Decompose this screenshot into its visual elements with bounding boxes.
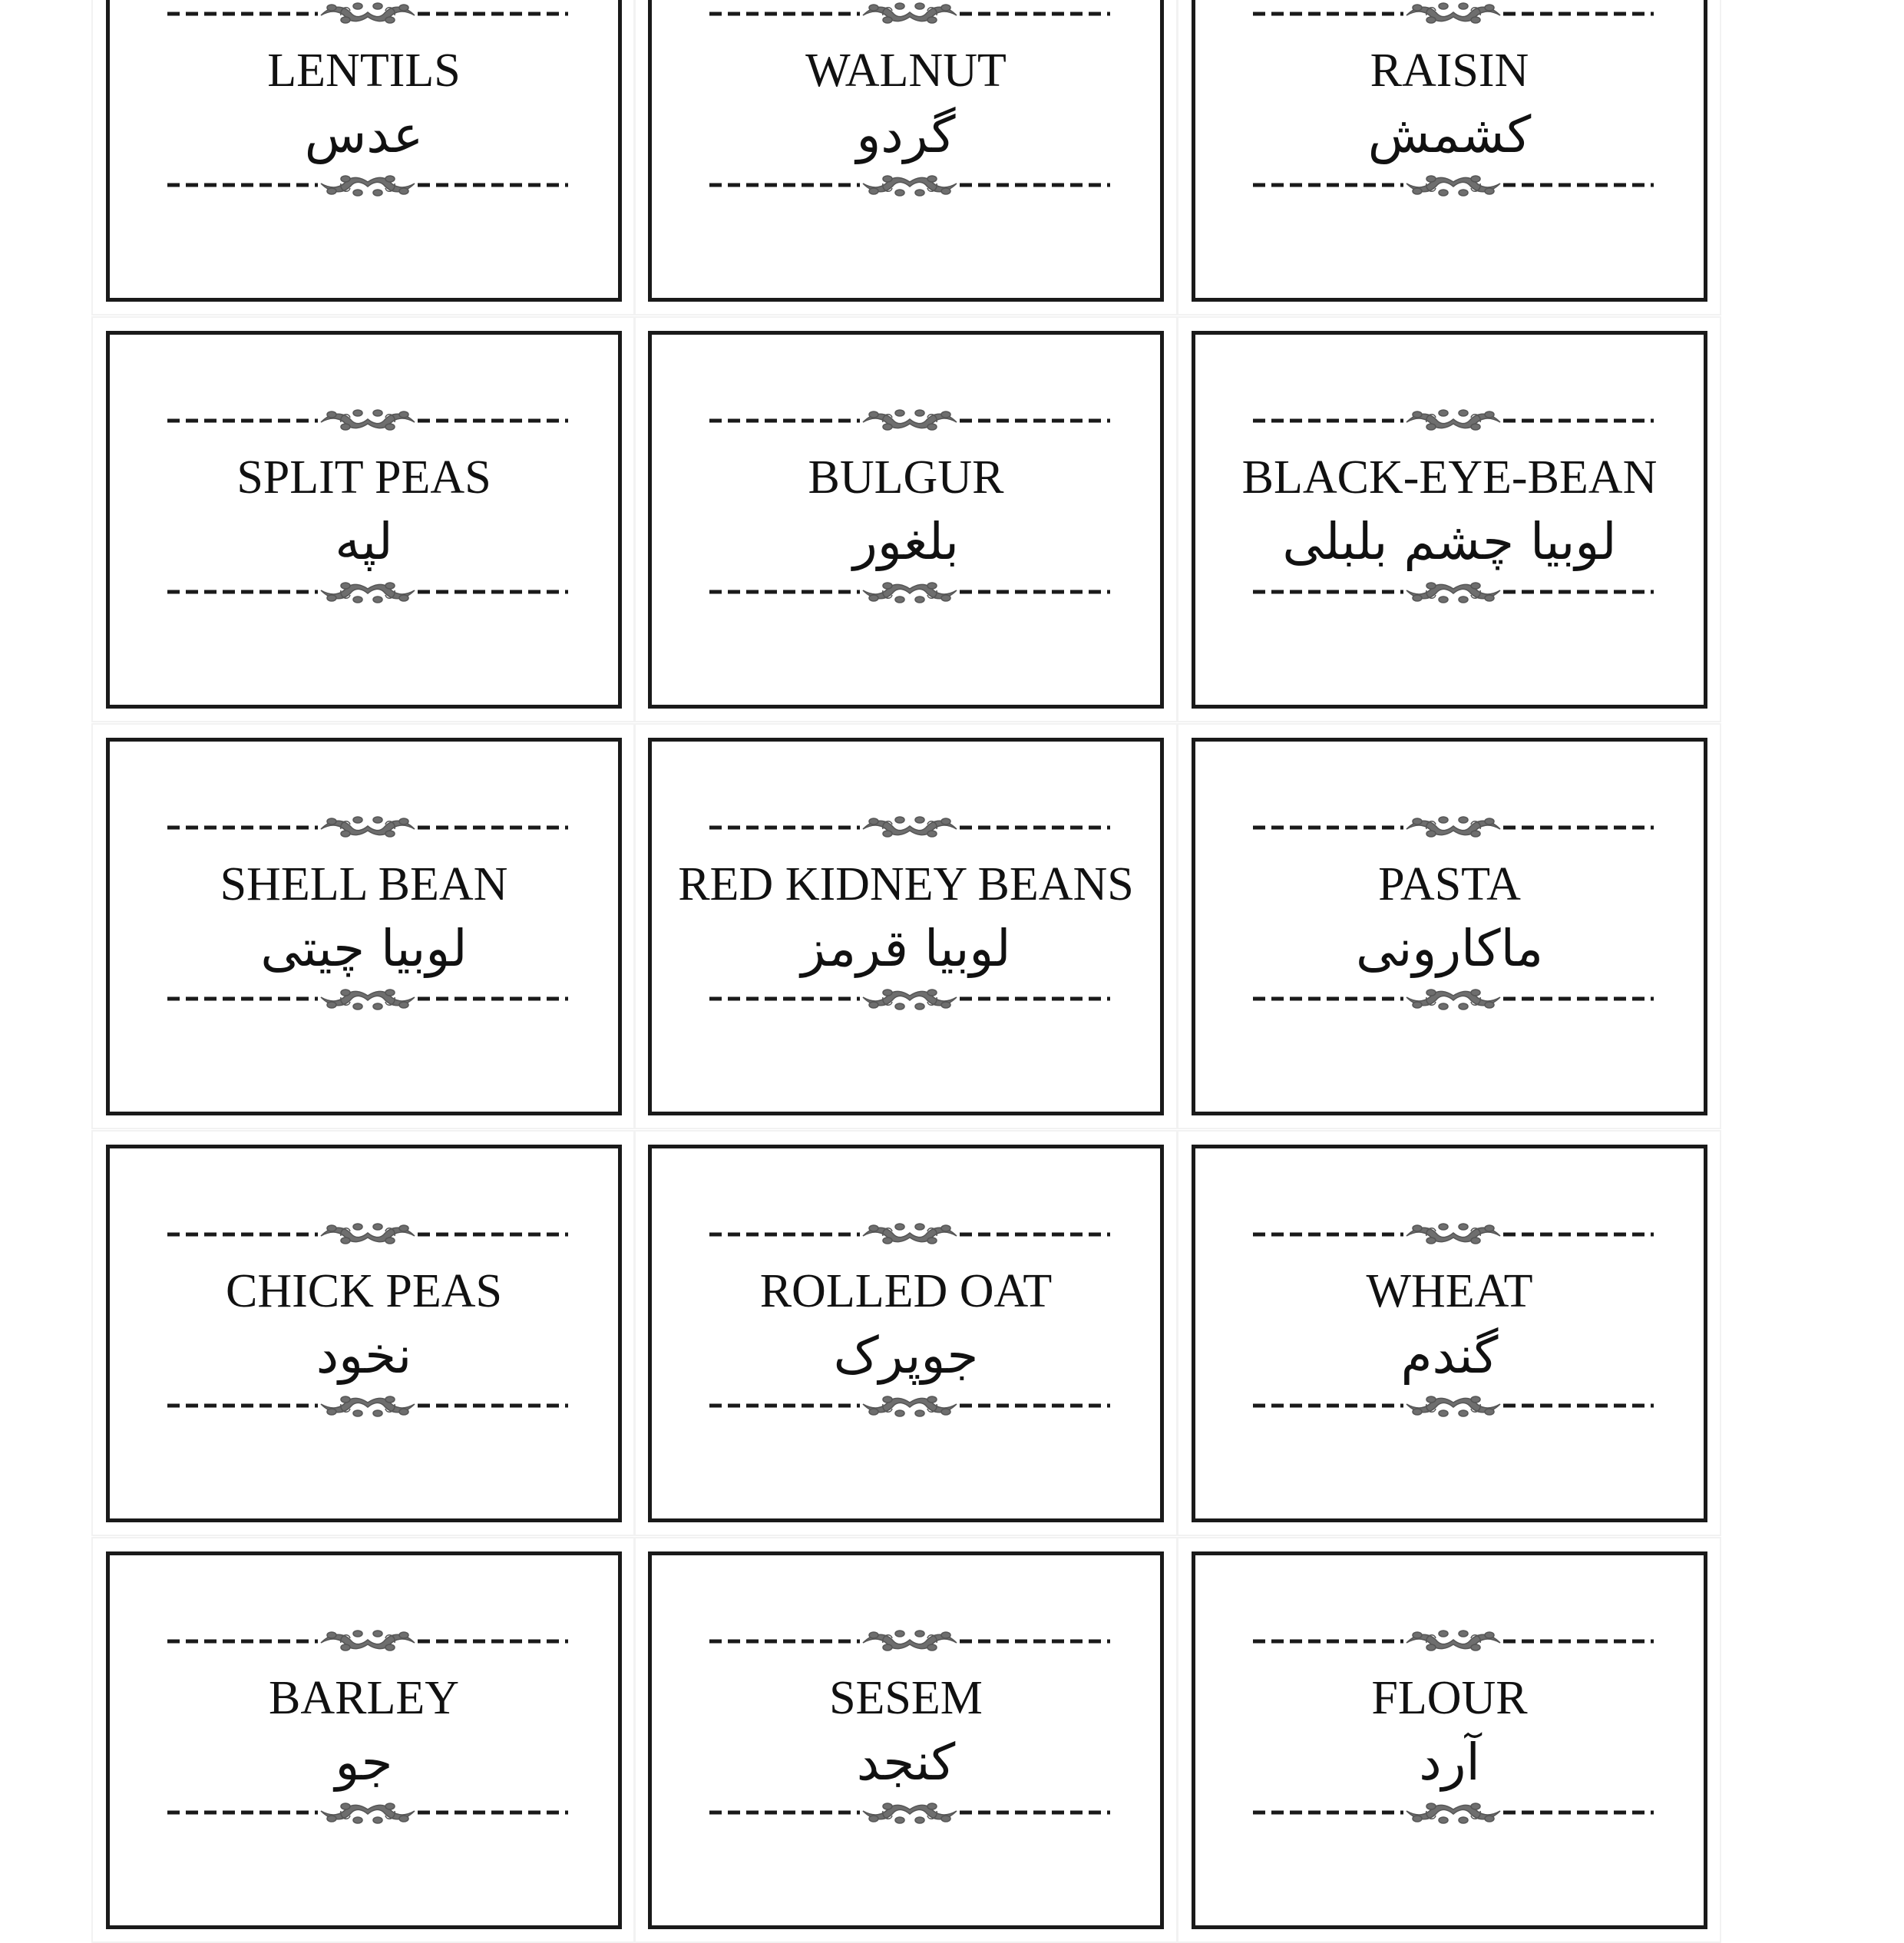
pantry-label xyxy=(106,738,622,1115)
persian-name: لپه xyxy=(335,512,393,571)
persian-name: جو xyxy=(335,1733,393,1792)
pantry-label xyxy=(106,0,622,302)
floral-divider-icon xyxy=(1253,0,1654,29)
english-name: SPLIT PEAS xyxy=(236,451,491,504)
floral-divider-icon xyxy=(709,983,1110,1014)
pantry-label xyxy=(648,1145,1164,1522)
floral-divider-icon xyxy=(709,577,1110,607)
pantry-label xyxy=(1192,331,1707,709)
pantry-label xyxy=(648,1551,1164,1929)
english-name: BLACK-EYE-BEAN xyxy=(1241,451,1658,504)
pantry-label xyxy=(648,331,1164,709)
floral-divider-icon xyxy=(1253,577,1654,607)
persian-name: نخود xyxy=(316,1326,412,1385)
pantry-label xyxy=(648,0,1164,302)
persian-name: بلغور xyxy=(852,512,960,571)
floral-divider-icon xyxy=(709,812,1110,843)
english-name: WHEAT xyxy=(1366,1265,1533,1317)
floral-divider-icon xyxy=(167,1390,568,1421)
persian-name: لوبیا چشم بلبلی xyxy=(1282,512,1617,571)
english-name: FLOUR xyxy=(1371,1672,1528,1724)
english-name: CHICK PEAS xyxy=(225,1265,502,1317)
persian-name: جوپرک xyxy=(833,1326,979,1385)
persian-name: گندم xyxy=(1400,1326,1499,1385)
floral-divider-icon xyxy=(167,0,568,29)
floral-divider-icon xyxy=(167,812,568,843)
persian-name: لوبیا قرمز xyxy=(801,919,1011,978)
floral-divider-icon xyxy=(1253,1626,1654,1657)
english-name: PASTA xyxy=(1378,858,1521,910)
english-name: WALNUT xyxy=(805,45,1007,97)
floral-divider-icon xyxy=(709,405,1110,436)
english-name: RED KIDNEY BEANS xyxy=(678,858,1134,910)
floral-divider-icon xyxy=(1253,1390,1654,1421)
persian-name: عدس xyxy=(304,105,424,164)
english-name: SESEM xyxy=(829,1672,983,1724)
floral-divider-icon xyxy=(1253,1797,1654,1828)
floral-divider-icon xyxy=(1253,812,1654,843)
floral-divider-icon xyxy=(709,1626,1110,1657)
persian-name: ماکارونی xyxy=(1355,919,1544,978)
english-name: SHELL BEAN xyxy=(220,858,508,910)
floral-divider-icon xyxy=(709,1219,1110,1250)
pantry-label xyxy=(106,331,622,709)
floral-divider-icon xyxy=(1253,170,1654,200)
floral-divider-icon xyxy=(709,0,1110,29)
floral-divider-icon xyxy=(1253,1219,1654,1250)
pantry-label xyxy=(1192,1145,1707,1522)
persian-name: کشمش xyxy=(1367,105,1532,164)
floral-divider-icon xyxy=(167,1626,568,1657)
english-name: RAISIN xyxy=(1370,45,1529,97)
floral-divider-icon xyxy=(167,1797,568,1828)
persian-name: کنجد xyxy=(856,1733,956,1792)
persian-name: لوبیا چیتی xyxy=(260,919,468,978)
english-name: LENTILS xyxy=(267,45,461,97)
floral-divider-icon xyxy=(167,1219,568,1250)
english-name: ROLLED OAT xyxy=(759,1265,1053,1317)
pantry-label xyxy=(106,1551,622,1929)
floral-divider-icon xyxy=(167,405,568,436)
pantry-label xyxy=(1192,0,1707,302)
persian-name: گردو xyxy=(856,105,956,164)
floral-divider-icon xyxy=(167,577,568,607)
persian-name: آرد xyxy=(1419,1733,1480,1792)
floral-divider-icon xyxy=(1253,405,1654,436)
floral-divider-icon xyxy=(167,170,568,200)
english-name: BULGUR xyxy=(808,451,1004,504)
floral-divider-icon xyxy=(167,983,568,1014)
floral-divider-icon xyxy=(709,170,1110,200)
english-name: BARLEY xyxy=(269,1672,459,1724)
pantry-label xyxy=(1192,738,1707,1115)
floral-divider-icon xyxy=(709,1797,1110,1828)
floral-divider-icon xyxy=(1253,983,1654,1014)
pantry-label xyxy=(106,1145,622,1522)
floral-divider-icon xyxy=(709,1390,1110,1421)
pantry-label xyxy=(1192,1551,1707,1929)
pantry-label xyxy=(648,738,1164,1115)
